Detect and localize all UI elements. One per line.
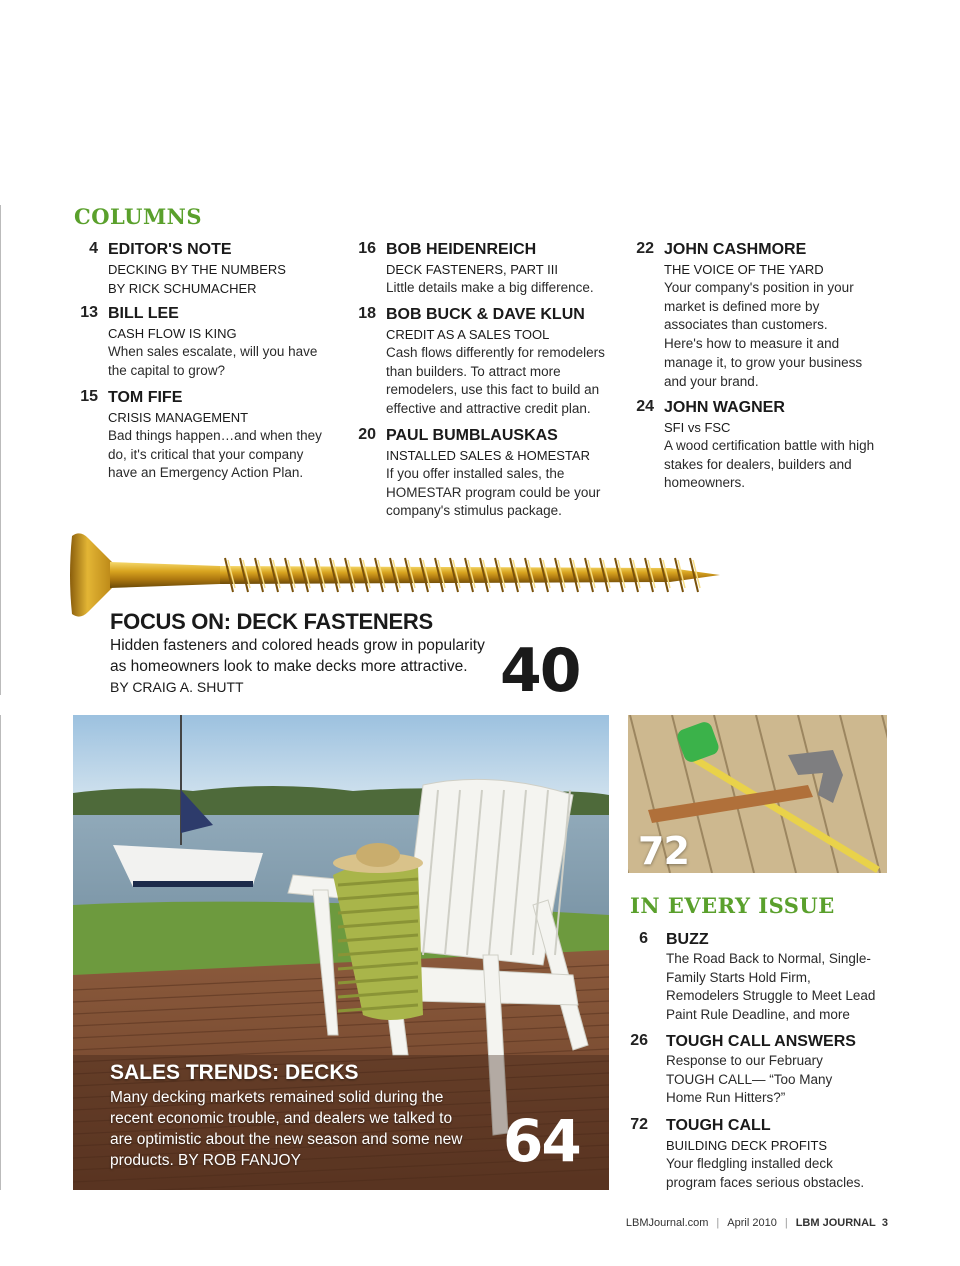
entry-description: Your company's position in your market is defined more by associates than customers. Here's how to measure it and manage it, to grow your business and your brand.: [664, 280, 863, 389]
entry-subtitle: CREDIT AS A SALES TOOL: [386, 327, 550, 342]
page-edge-rule: [0, 715, 1, 1190]
entry-name: TOUGH CALL ANSWERS: [666, 1033, 856, 1050]
entry-description: Your fledgling installed deck program faces serious obstacles.: [666, 1156, 865, 1190]
entry-description: When sales escalate, will you have the capital to grow?: [108, 344, 318, 378]
deck-chair-photo: [73, 715, 609, 1190]
every-issue-heading: IN EVERY ISSUE: [630, 893, 835, 918]
page-number: 72: [630, 1116, 648, 1133]
entry-subtitle: DECK FASTENERS, PART III: [386, 262, 558, 277]
entry-subtitle: BUILDING DECK PROFITS: [666, 1138, 828, 1153]
page-number: 26: [630, 1032, 648, 1049]
entry-name: BUZZ: [666, 931, 709, 948]
entry-name: BOB BUCK & DAVE KLUN: [386, 306, 585, 323]
page-number: 4: [89, 240, 98, 257]
sales-trends-title[interactable]: SALES TRENDS: DECKS: [110, 1061, 359, 1084]
entry-description: Cash flows differently for remodelers than builders. To attract more remodelers, use this fact to build an effective and attractive credit plan.: [386, 345, 605, 417]
entry-description: Response to our February TOUGH CALL— “Too Many Home Run Hitters?”: [666, 1053, 833, 1106]
entry-subtitle: CASH FLOW IS KING: [108, 326, 237, 341]
footer-site-link[interactable]: LBMJournal.com: [625, 1217, 709, 1229]
sales-trends-page-number[interactable]: 64: [503, 1107, 580, 1175]
page-number: 20: [358, 426, 376, 443]
page-number: 16: [358, 240, 376, 257]
entry-name: PAUL BUMBLAUSKAS: [386, 427, 558, 444]
entry-description: The Road Back to Normal, Single-Family Starts Hold Firm, Remodelers Struggle to Meet Lead Paint Rule Deadline, and more: [666, 951, 876, 1023]
page-number: 13: [80, 304, 98, 321]
focus-title[interactable]: FOCUS ON: DECK FASTENERS: [110, 609, 433, 634]
page-number: 22: [636, 240, 654, 257]
entry-description: Little details make a big difference.: [386, 280, 594, 295]
entry-byline: BY RICK SCHUMACHER: [108, 281, 257, 296]
footer-date: April 2010: [727, 1217, 777, 1229]
page-number: 6: [639, 930, 648, 947]
footer-page-number: 3: [881, 1217, 888, 1229]
focus-byline: BY CRAIG A. SHUTT: [110, 679, 244, 695]
entry-subtitle: SFI vs FSC: [664, 420, 731, 435]
footer-separator: |: [784, 1217, 788, 1229]
page-edge-rule: [0, 205, 1, 695]
entry-name: BOB HEIDENREICH: [386, 241, 537, 258]
page-footer: [626, 1217, 888, 1229]
footer-separator: |: [716, 1217, 720, 1229]
photo-page-number[interactable]: 72: [638, 829, 689, 873]
focus-page-number[interactable]: 40: [500, 636, 580, 706]
page-number: 24: [636, 398, 654, 415]
focus-description: Hidden fasteners and colored heads grow in popularity as homeowners look to make decks more attractive.: [110, 637, 485, 675]
footer-magazine: LBM JOURNAL: [795, 1217, 876, 1229]
entry-description: Bad things happen…and when they do, it's critical that your company have an Emergency Action Plan.: [108, 428, 322, 481]
entry-description: If you offer installed sales, the HOMESTAR program could be your company's stimulus package.: [386, 466, 601, 519]
entry-name: JOHN WAGNER: [664, 399, 785, 416]
hammer-tape-photo: [628, 715, 887, 873]
entry-subtitle: THE VOICE OF THE YARD: [664, 262, 824, 277]
sales-trends-description: Many decking markets remained solid during the recent economic trouble, and dealers we talked to are optimistic about the new season and some new products. BY ROB FANJOY: [110, 1089, 463, 1169]
entry-description: A wood certification battle with high stakes for dealers, builders and homeowners.: [664, 438, 875, 491]
entry-name: JOHN CASHMORE: [664, 241, 807, 258]
entry-name: TOUGH CALL: [666, 1117, 771, 1134]
page-number: 18: [358, 305, 376, 322]
entry-subtitle: INSTALLED SALES & HOMESTAR: [386, 448, 590, 463]
entry-name: BILL LEE: [108, 305, 179, 322]
entry-subtitle: DECKING BY THE NUMBERS: [108, 262, 286, 277]
page-number: 15: [80, 388, 98, 405]
columns-heading: COLUMNS: [74, 204, 203, 229]
entry-subtitle: CRISIS MANAGEMENT: [108, 410, 249, 425]
entry-name: TOM FIFE: [108, 389, 183, 406]
entry-name: EDITOR'S NOTE: [108, 241, 232, 258]
